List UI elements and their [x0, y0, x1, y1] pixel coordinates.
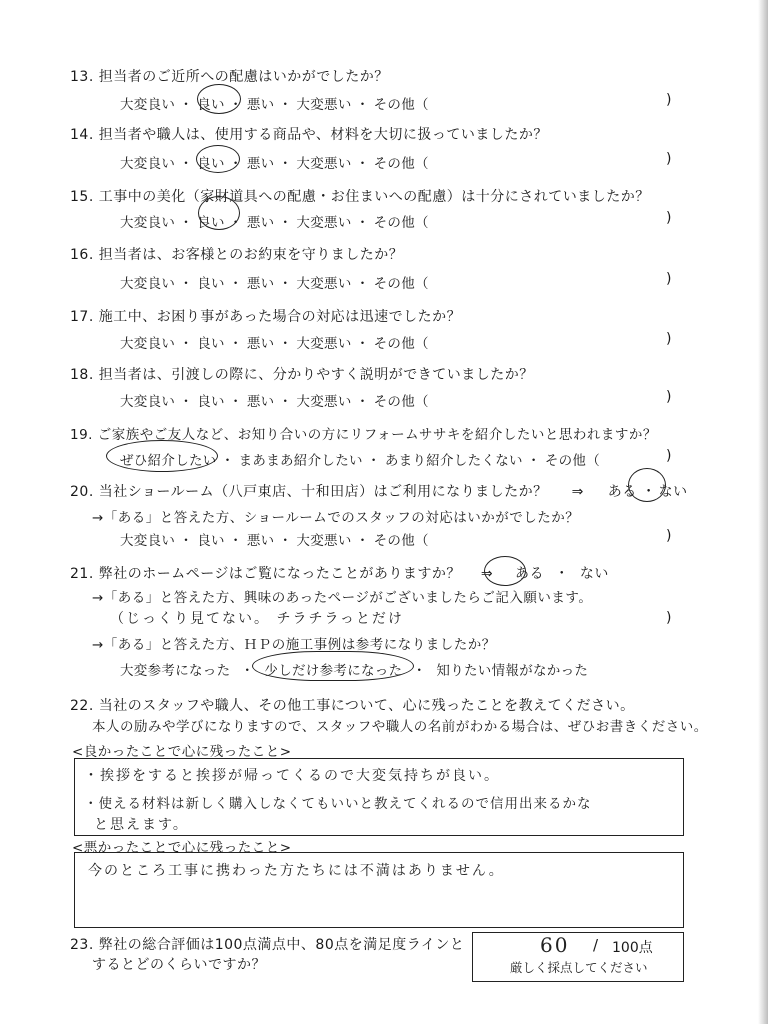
q18-close-paren: )	[666, 389, 672, 405]
option-good[interactable]: 良い	[197, 276, 225, 292]
score-max: 100点	[612, 940, 653, 956]
option-good[interactable]: 良い	[197, 533, 225, 549]
question-22: 22. 当社のスタッフや職人、その他工事について、心に残ったことを教えてください。	[70, 698, 635, 714]
question-21: 21. 弊社のホームページはご覧になったことがありますか？ ⇒ ある ・ ない	[70, 566, 609, 582]
option-very-good[interactable]: 大変良い	[120, 276, 176, 292]
q16-close-paren: )	[666, 271, 672, 287]
question-23: 23. 弊社の総合評価は100点満点中、80点を満足度ラインと	[70, 937, 465, 953]
q21-handwritten-answer: （じっくり見てない。 チラチラっとだけ	[110, 611, 404, 627]
option-very-helpful[interactable]: 大変参考になった	[120, 663, 231, 679]
score-value: 60	[540, 933, 570, 957]
question-17: 17. 施工中、お困り事があった場合の対応は迅速でしたか？	[70, 309, 462, 325]
q20-options: 大変良い ・ 良い ・ 悪い ・ 大変悪い ・ その他（	[120, 533, 429, 549]
answer-circle-q20	[628, 468, 666, 502]
q21-followup-2: →「ある」と答えた方、ＨＰの施工事例は参考になりましたか？	[92, 637, 496, 653]
option-very-bad[interactable]: 大変悪い	[296, 533, 352, 549]
bad-comment-line-1: 今のところ工事に携わった方たちには不満はありません。	[88, 863, 505, 879]
q15-options: 大変良い ・ 良い ・ 悪い ・ 大変悪い ・ その他（	[120, 215, 429, 231]
question-13: 13. 担当者のご近所への配慮はいかがでしたか？	[70, 69, 389, 85]
option-bad[interactable]: 悪い	[246, 533, 275, 549]
question-23-line-2: するとどのくらいですか？	[92, 957, 266, 973]
option-yes[interactable]: ある	[514, 566, 544, 582]
good-comment-line-1: ・挨拶をすると挨拶が帰ってくるので大変気持ちが良い。	[84, 768, 500, 784]
scan-edge-shadow	[758, 0, 768, 1024]
good-comments-label: <良かったことで心に残ったこと>	[72, 744, 292, 760]
q21-options: 大変参考になった ・ 少しだけ参考になった ・ 知りたい情報がなかった	[120, 663, 589, 679]
option-very-good[interactable]: 大変良い	[120, 156, 176, 172]
option-bad[interactable]: 悪い	[246, 276, 275, 292]
question-19: 19. ご家族やご友人など、お知り合いの方にリフォームササキを紹介したいと思われますか？	[70, 427, 657, 443]
option-no[interactable]: ない	[658, 484, 688, 500]
option-bad[interactable]: 悪い	[246, 336, 275, 352]
score-instruction: 厳しく採点してください	[510, 960, 648, 975]
option-other[interactable]: その他（	[373, 533, 429, 549]
option-very-bad[interactable]: 大変悪い	[296, 394, 352, 410]
q14-close-paren: )	[666, 151, 672, 167]
good-comment-line-3: と思えます。	[94, 817, 189, 833]
q18-options: 大変良い ・ 良い ・ 悪い ・ 大変悪い ・ その他（	[120, 394, 429, 410]
option-very-good[interactable]: 大変良い	[120, 394, 176, 410]
question-14: 14. 担当者や職人は、使用する商品や、材料を大切に扱っていましたか？	[70, 127, 548, 143]
option-very-bad[interactable]: 大変悪い	[296, 156, 352, 172]
option-very-good[interactable]: 大変良い	[120, 336, 176, 352]
option-very-good[interactable]: 大変良い	[120, 215, 176, 231]
option-other[interactable]: その他（	[373, 276, 429, 292]
answer-circle-q14	[196, 145, 240, 173]
question-18: 18. 担当者は、引渡しの際に、分かりやすく説明ができていましたか？	[70, 367, 534, 383]
option-no-info[interactable]: 知りたい情報がなかった	[436, 663, 589, 679]
q21-close-paren: )	[666, 610, 672, 626]
q17-options: 大変良い ・ 良い ・ 悪い ・ 大変悪い ・ その他（	[120, 336, 429, 352]
option-bad[interactable]: 悪い	[246, 97, 275, 113]
option-yes[interactable]: ある	[607, 484, 637, 500]
answer-circle-q13	[197, 84, 241, 114]
option-other[interactable]: その他（	[373, 215, 429, 231]
option-good[interactable]: 良い	[197, 156, 225, 172]
q14-options: 大変良い ・ 良い ・ 悪い ・ 大変悪い ・ その他（	[120, 156, 429, 172]
answer-circle-q15	[198, 196, 240, 230]
answer-circle-q21	[484, 556, 526, 586]
q19-close-paren: )	[666, 448, 672, 464]
arrow-icon: ⇒	[571, 484, 584, 500]
option-bad[interactable]: 悪い	[246, 215, 275, 231]
q15-close-paren: )	[666, 210, 672, 226]
option-other[interactable]: その他（	[544, 453, 601, 469]
option-somewhat[interactable]: まあまあ紹介したい	[238, 453, 363, 469]
option-no[interactable]: ない	[579, 566, 609, 582]
q13-close-paren: )	[666, 92, 672, 108]
option-not-much[interactable]: あまり紹介したくない	[384, 453, 523, 469]
option-somewhat-helpful[interactable]: 少しだけ参考になった	[264, 663, 403, 679]
q13-options: 大変良い ・ 良い ・ 悪い ・ 大変悪い ・ その他（	[120, 97, 429, 113]
question-21-text: 21. 弊社のホームページはご覧になったことがありますか？	[70, 566, 461, 582]
option-other[interactable]: その他（	[373, 97, 429, 113]
option-very-bad[interactable]: 大変悪い	[296, 215, 352, 231]
option-definitely[interactable]: ぜひ紹介したい	[120, 453, 217, 469]
option-other[interactable]: その他（	[373, 336, 429, 352]
bad-comments-label: <悪かったことで心に残ったこと>	[72, 840, 292, 856]
question-20: 20. 当社ショールーム（八戸東店、十和田店）はご利用になりましたか？ ⇒ ある ・ ない	[70, 484, 688, 500]
option-very-bad[interactable]: 大変悪い	[296, 97, 352, 113]
question-16: 16. 担当者は、お客様とのお約束を守りましたか？	[70, 247, 404, 263]
question-22-note: 本人の励みや学びになりますので、スタッフや職人の名前がわかる場合は、ぜひお書きください。	[92, 719, 708, 735]
option-good[interactable]: 良い	[197, 215, 225, 231]
answer-circle-q21-helpful	[252, 651, 414, 681]
option-very-good[interactable]: 大変良い	[120, 533, 176, 549]
q16-options: 大変良い ・ 良い ・ 悪い ・ 大変悪い ・ その他（	[120, 276, 429, 292]
option-very-bad[interactable]: 大変悪い	[296, 336, 352, 352]
question-20-text: 20. 当社ショールーム（八戸東店、十和田店）はご利用になりましたか？	[70, 484, 548, 500]
option-good[interactable]: 良い	[197, 394, 225, 410]
option-bad[interactable]: 悪い	[246, 394, 275, 410]
option-other[interactable]: その他（	[373, 156, 429, 172]
option-good[interactable]: 良い	[197, 336, 225, 352]
answer-circle-q19	[106, 440, 218, 472]
q20-followup: →「ある」と答えた方、ショールームでのスタッフの対応はいかがでしたか？	[92, 510, 580, 526]
arrow-icon: ⇒	[480, 566, 494, 582]
q19-options: ぜひ紹介したい ・ まあまあ紹介したい ・ あまり紹介したくない ・ その他（	[120, 453, 601, 469]
question-15: 15. 工事中の美化（家財道具への配慮・お住まいへの配慮）は十分にされていましたか？	[70, 189, 650, 205]
option-other[interactable]: その他（	[373, 394, 429, 410]
option-very-bad[interactable]: 大変悪い	[296, 276, 352, 292]
option-very-good[interactable]: 大変良い	[120, 97, 176, 113]
q21-followup-1: →「ある」と答えた方、興味のあったページがございましたらご記入願います。	[92, 590, 593, 606]
option-good[interactable]: 良い	[197, 97, 225, 113]
q17-close-paren: )	[666, 331, 672, 347]
score-slash: /	[593, 936, 599, 954]
option-bad[interactable]: 悪い	[246, 156, 275, 172]
good-comment-line-2: ・使える材料は新しく購入しなくてもいいと教えてくれるので信用出来るかな	[84, 796, 592, 812]
q20-close-paren: )	[666, 528, 672, 544]
